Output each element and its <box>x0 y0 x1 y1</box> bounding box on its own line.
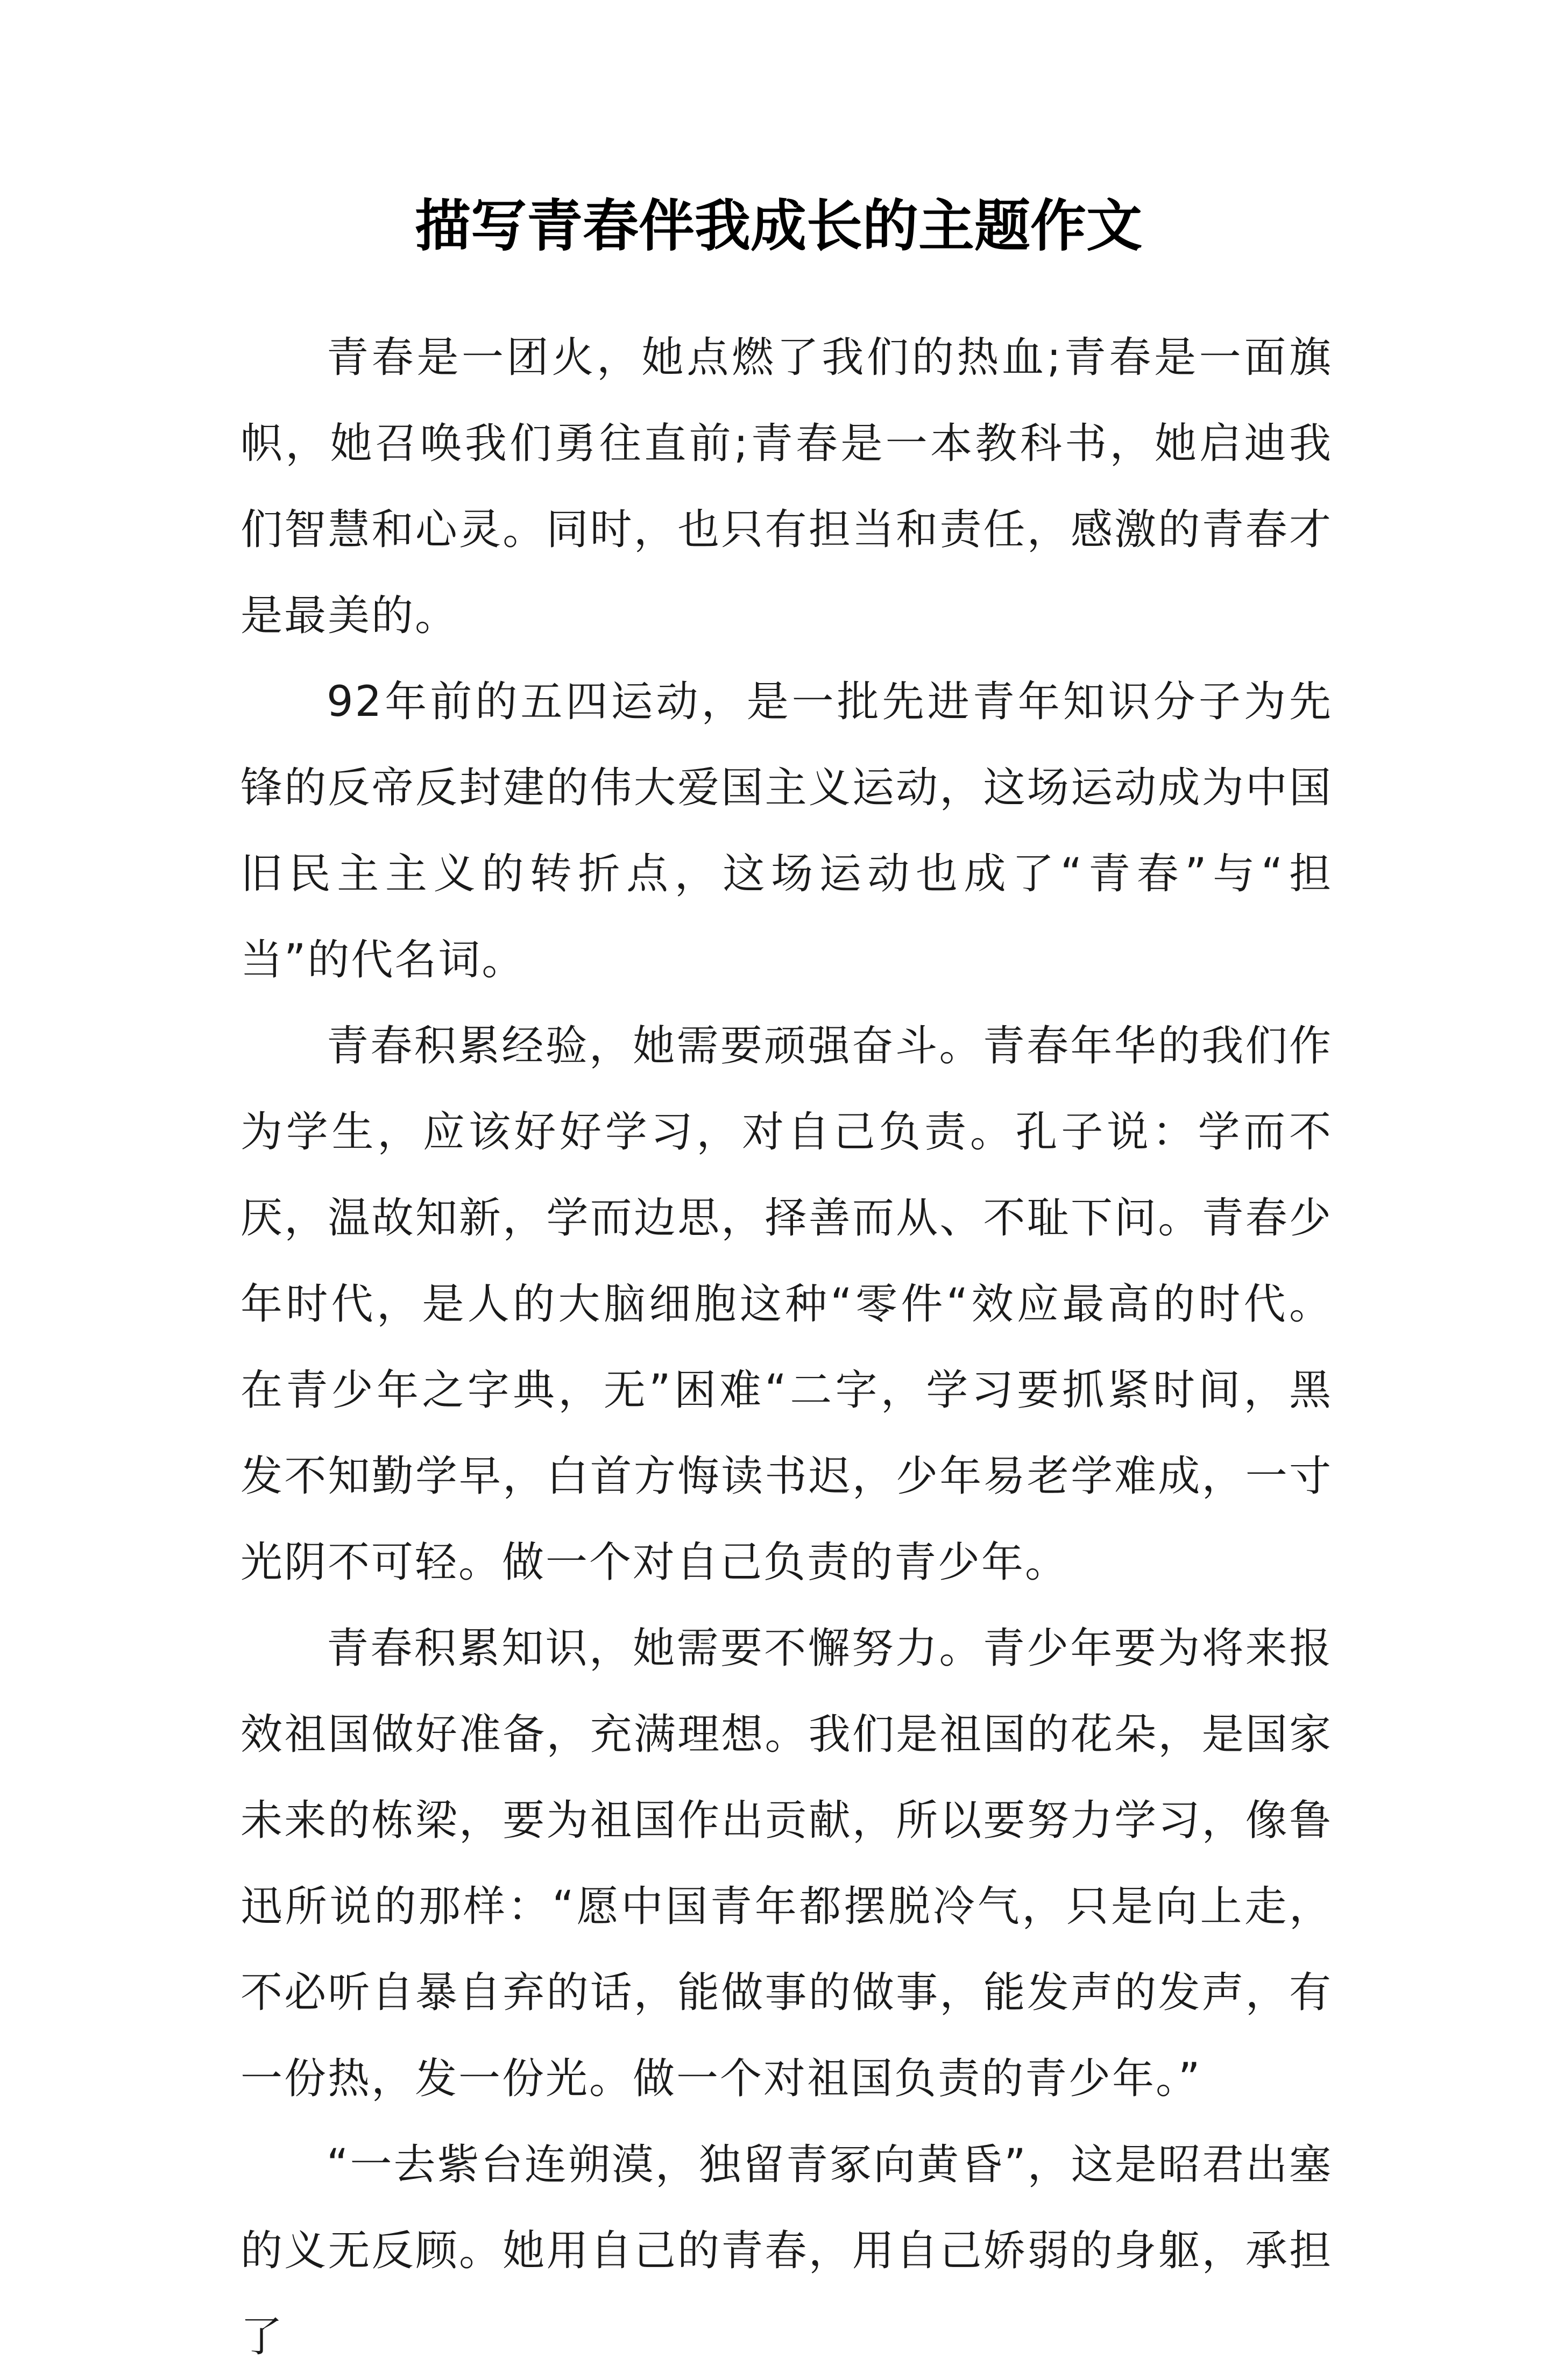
document-body <box>240 315 1333 2380</box>
paragraph-5: “一去紫台连朔漠，独留青冢向黄昏”，这是昭君出塞的义无反顾。她用自己的青春，用自己娇弱的身躯，承担了 <box>240 2141 1333 2361</box>
paragraph-4: 青春积累知识，她需要不懈努力。青少年要为将来报效祖国做好准备，充满理想。我们是祖国的花朵，是国家未来的栋梁，要为祖国作出贡献，所以要努力学习，像鲁迅所说的那样：“愿中国青年都摆脱冷气，只是向上走，不必听自暴自弃的话，能做事的做事，能发声的发声，有一份热，发一份光。做一个对祖国负责的青少年。” <box>240 1624 1333 2103</box>
paragraph-3: 青春积累经验，她需要顽强奋斗。青春年华的我们作为学生，应该好好学习，对自己负责。孔子说：学而不厌，温故知新，学而边思，择善而从、不耻下问。青春少年时代，是人的大脑细胞这种“零件“效应最高的时代。在青少年之字典，无”困难“二字，学习要抓紧时间，黑发不知勤学早，白首方悔读书迟，少年易老学难成，一寸光阴不可轻。做一个对自己负责的青少年。 <box>240 1022 1333 1587</box>
paragraph-2: 92年前的五四运动，是一批先进青年知识分子为先锋的反帝反封建的伟大爱国主义运动，这场运动成为中国旧民主主义的转折点，这场运动也成了“青春”与“担当”的代名词。 <box>240 678 1333 984</box>
paragraph-1: 青春是一团火，她点燃了我们的热血;青春是一面旗帜，她召唤我们勇往直前;青春是一本教科书，她启迪我们智慧和心灵。同时，也只有担当和责任，感激的青春才是最美的。 <box>240 333 1333 640</box>
document-title: 描写青春伴我成长的主题作文 <box>414 193 1142 259</box>
